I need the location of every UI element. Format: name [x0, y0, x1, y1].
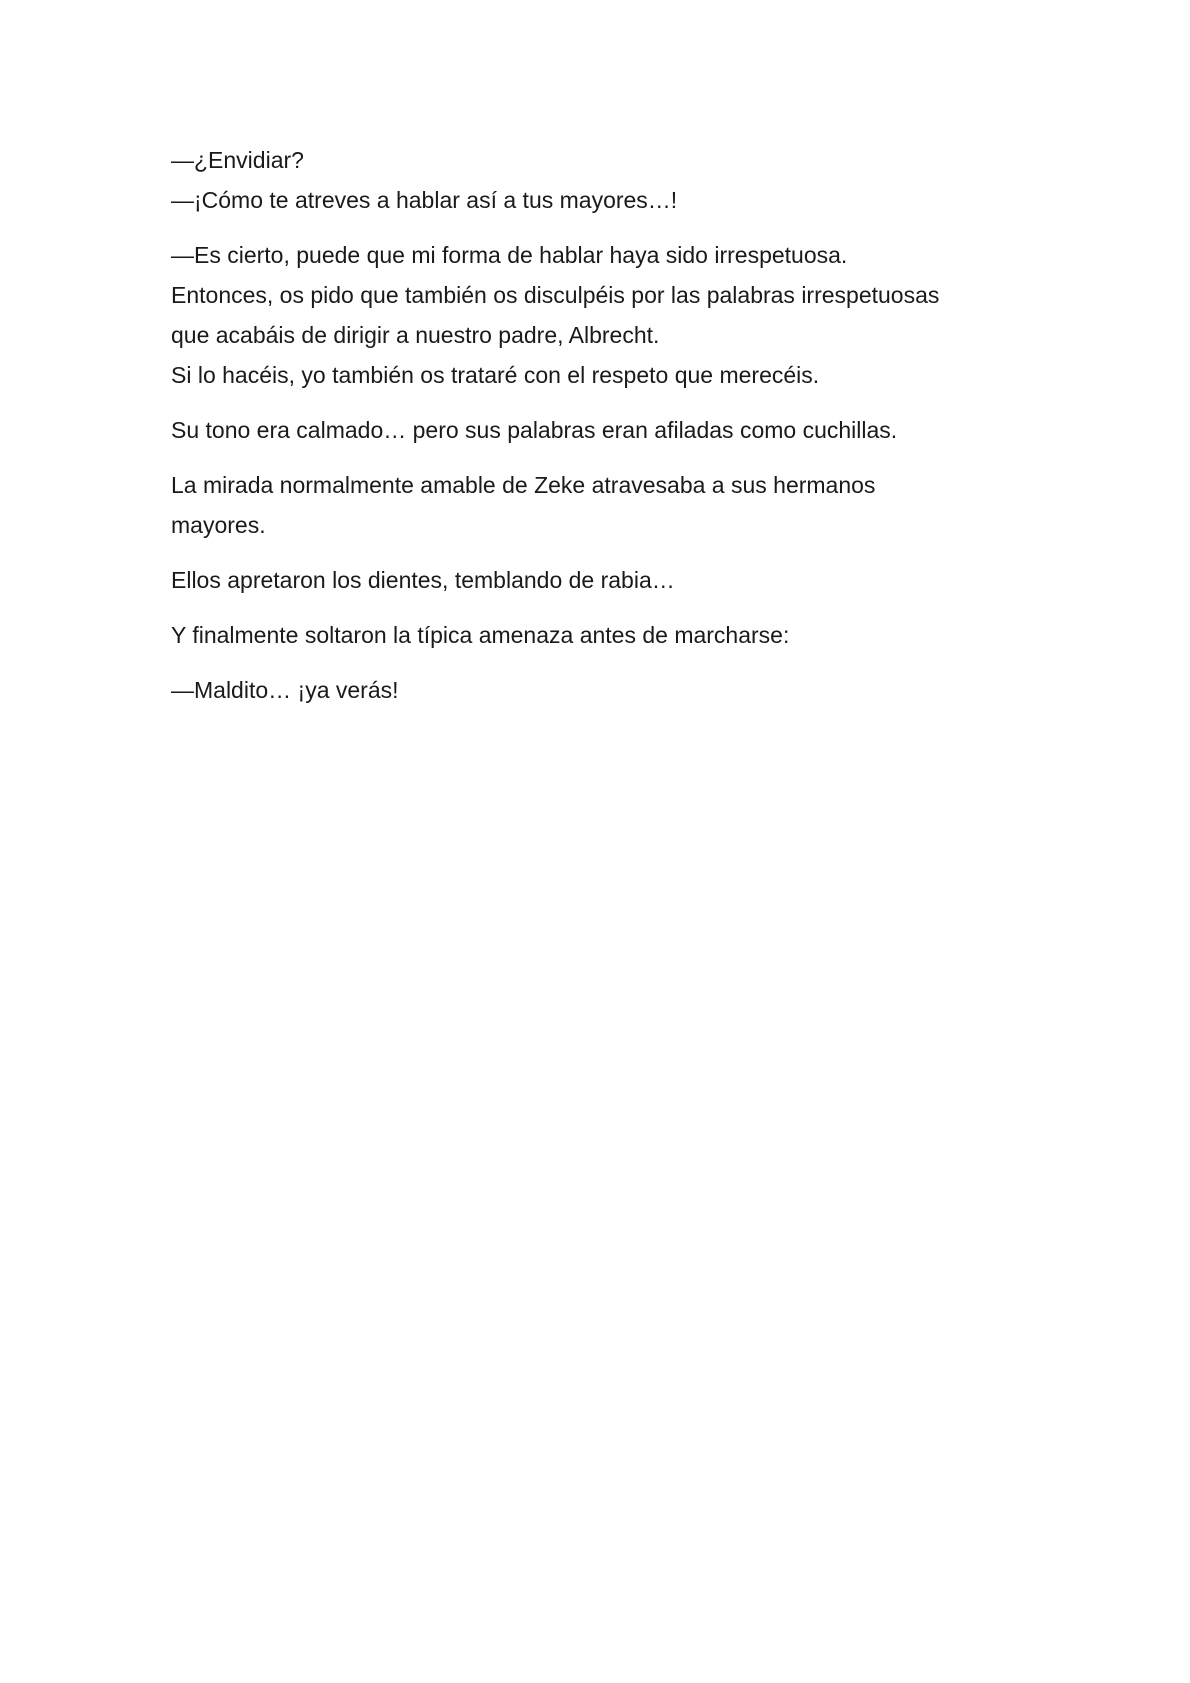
paragraph	[171, 140, 1031, 220]
text-line: —¡Cómo te atreves a hablar así a tus mayores…!	[171, 187, 678, 213]
text-line: La mirada normalmente amable de Zeke atravesaba a sus hermanos	[171, 472, 876, 498]
text-line: Si lo hacéis, yo también os trataré con el respeto que merecéis.	[171, 362, 820, 388]
text-line: mayores.	[171, 512, 266, 538]
document-body	[171, 140, 1031, 725]
text-line: Su tono era calmado… pero sus palabras eran afiladas como cuchillas.	[171, 417, 898, 443]
paragraph	[171, 560, 1031, 600]
text-line: Entonces, os pido que también os disculpéis por las palabras irrespetuosas	[171, 282, 940, 308]
paragraph	[171, 235, 1031, 395]
text-line: —Es cierto, puede que mi forma de hablar haya sido irrespetuosa.	[171, 242, 848, 268]
paragraph	[171, 410, 1031, 450]
text-line: —Maldito… ¡ya verás!	[171, 677, 399, 703]
text-line: —¿Envidiar?	[171, 147, 304, 173]
paragraph	[171, 615, 1031, 655]
text-line: que acabáis de dirigir a nuestro padre, Albrecht.	[171, 322, 660, 348]
paragraph	[171, 465, 1031, 545]
paragraph	[171, 670, 1031, 710]
text-line: Y finalmente soltaron la típica amenaza antes de marcharse:	[171, 622, 790, 648]
text-line: Ellos apretaron los dientes, temblando de rabia…	[171, 567, 675, 593]
